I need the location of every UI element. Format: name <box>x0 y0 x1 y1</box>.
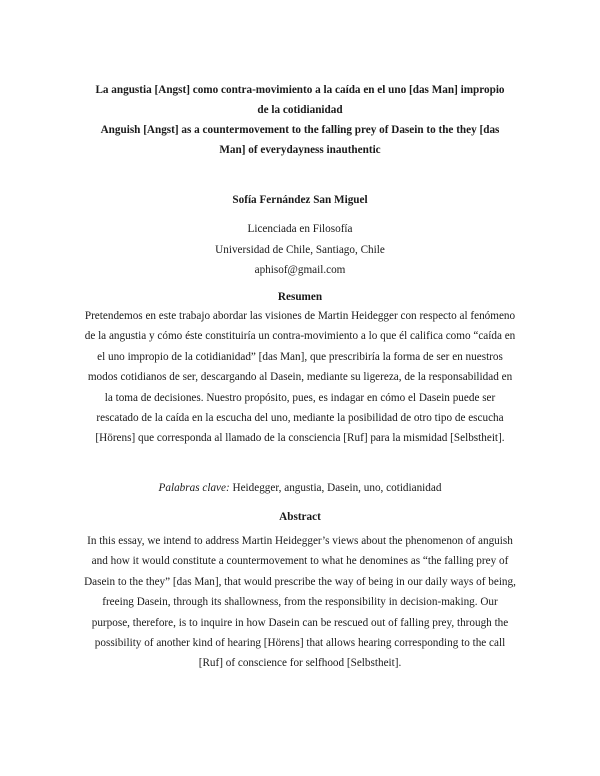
keywords-line <box>0 480 600 496</box>
abstract-text: In this essay, we intend to address Martin Heidegger’s views about the phenomenon of anguish and how it would constitute a countermovement to what he denomines as “the falling prey of Dasein to the they” [das Man], that would prescribe the way of being in our daily ways of being, freeing Dasein, through its shallowness, from the responsibility in decision-making. Our purpose, therefore, is to inquire in how Dasein can be rescued out of falling prey, through the possibility of another kind of hearing [Hörens] that allows hearing corresponding to the call [Ruf] of conscience for selfhood [Selbstheit]. <box>84 535 516 670</box>
abstract-heading: Abstract <box>279 511 321 523</box>
author-name: Sofía Fernández San Miguel <box>232 194 368 206</box>
paper-title <box>70 80 530 160</box>
keywords-label: Palabras clave: <box>158 482 230 494</box>
title-spanish-line-2: de la cotidianidad <box>257 104 343 116</box>
resumen-text: Pretendemos en este trabajo abordar las visiones de Martin Heidegger con respecto al fenómeno de la angustia y cómo éste constituiría un contra-movimiento a lo que él califica como “caída en el uno impropio de la cotidianidad” [das Man], que prescribiría la forma de ser en nuestros modos cotidianos de ser, descargando al Dasein, mediante su ligereza, de la responsabilidad en la toma de decisiones. Nuestro propósito, pues, es indagar en cómo el Dasein puede ser rescatado de la caída en la escucha del uno, mediante la posibilidad de otro tipo de escucha [Hörens] que corresponda al llamado de la consciencia [Ruf] para la mismidad [Selbstheit]. <box>84 310 516 445</box>
author-affiliation <box>0 219 600 281</box>
resumen-heading: Resumen <box>277 291 323 303</box>
title-spanish-line-1: La angustia [Angst] como contra-movimiento a la caída en el uno [das Man] impropio <box>95 84 505 96</box>
author-degree: Licenciada en Filosofía <box>247 223 353 235</box>
title-english-line-2: Man] of everydayness inauthentic <box>219 144 381 156</box>
title-english-line-1: Anguish [Angst] as a countermovement to the falling prey of Dasein to the they [das <box>100 124 500 136</box>
keywords-terms: Heidegger, angustia, Dasein, uno, cotidianidad <box>232 482 442 494</box>
author-institution: Universidad de Chile, Santiago, Chile <box>215 243 385 256</box>
author-email: aphisof@gmail.com <box>254 264 346 276</box>
